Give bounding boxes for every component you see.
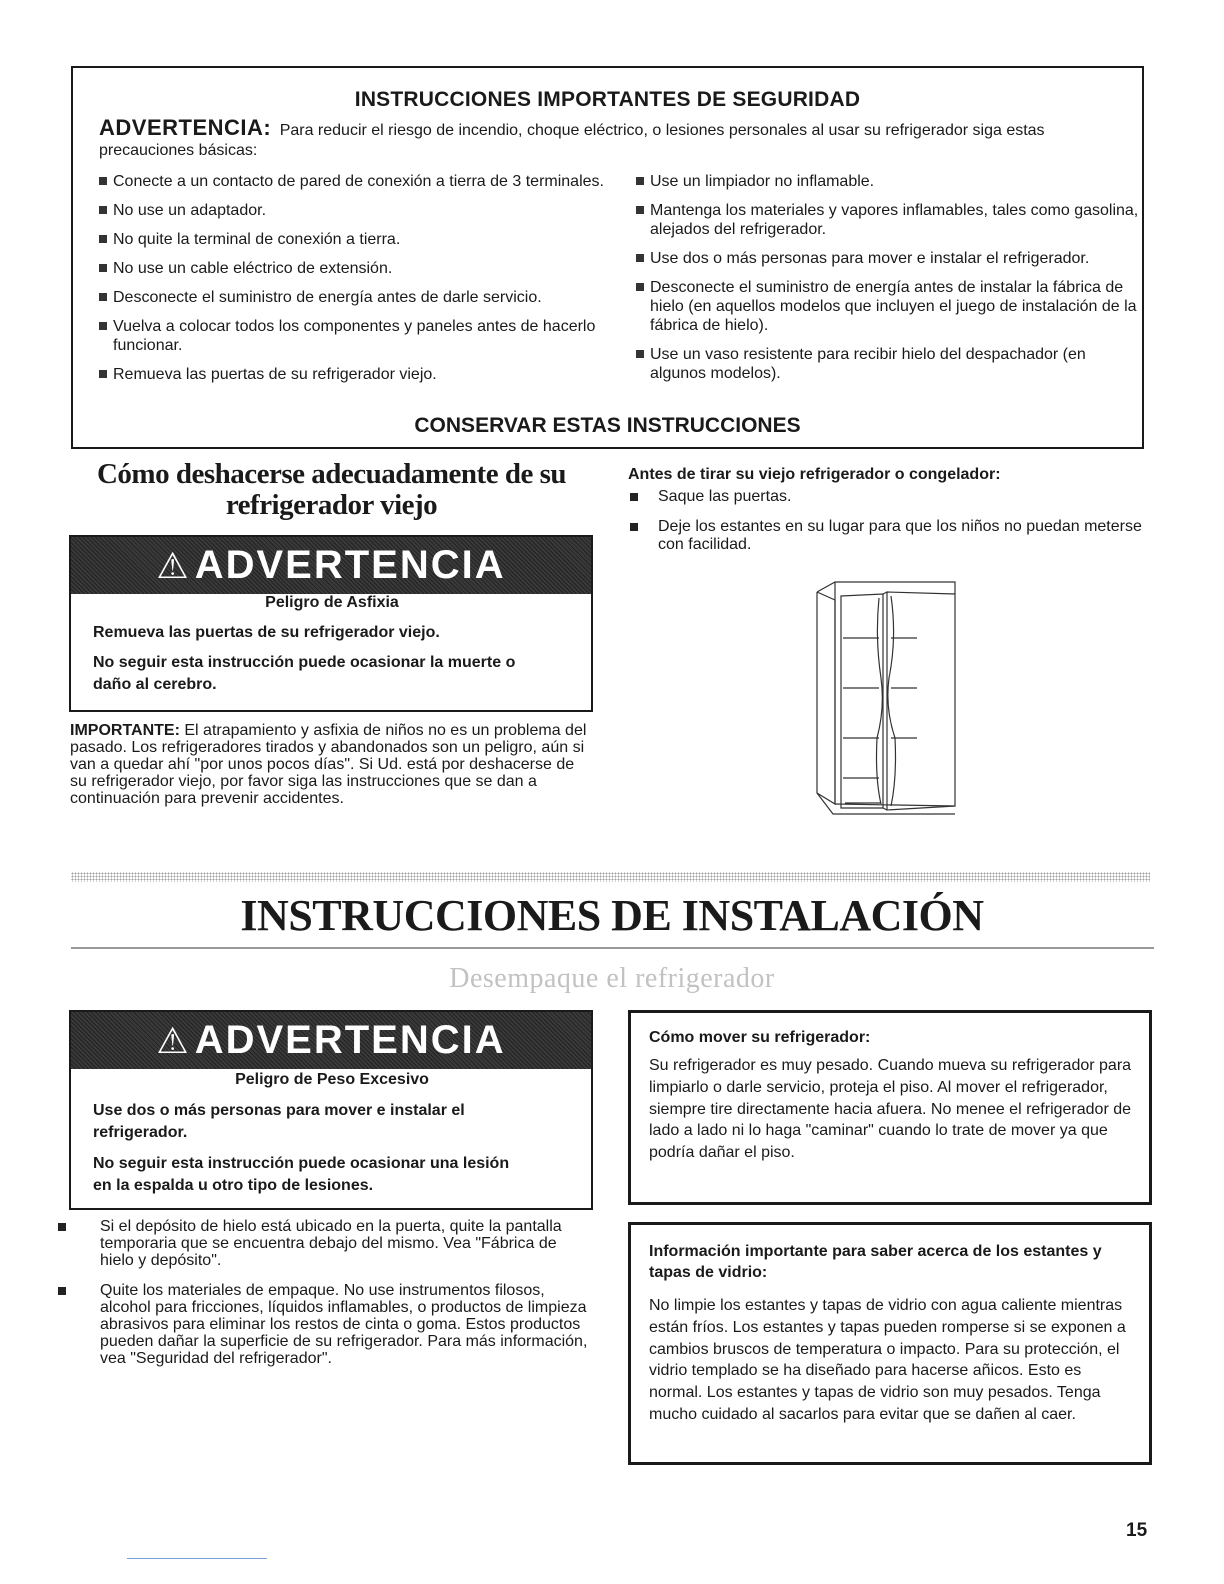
- move-box-title: Cómo mover su refrigerador:: [649, 1029, 871, 1046]
- bullet-icon: [99, 322, 107, 330]
- safety-title: INSTRUCCIONES IMPORTANTES DE SEGURIDAD: [354, 88, 861, 111]
- list-item: Mantenga los materiales y vapores inflamables, tales como gasolina, alejados del refrigerador.: [636, 201, 1141, 239]
- bullet-icon: [636, 350, 644, 358]
- section-divider: [71, 872, 1150, 882]
- glass-box-body: No limpie los estantes y tapas de vidrio con agua caliente mientras están fríos. Los estantes y tapas pueden romperse si se exponen a cambios bruscos de temperatura o impacto. Para su protección, el vidrio templado se ha diseñado para hacerse añicos. Esto es normal. Los estantes y tapas de vidrio son muy pesados. Tenga mucho cuidado al sacarlos para evitar que se dañen al caer.: [649, 1297, 1126, 1423]
- bullet-icon: [58, 1287, 66, 1295]
- warning-banner: ⚠ ADVERTENCIA: [71, 1012, 591, 1069]
- list-item: Use un vaso resistente para recibir hielo del despachador (en algunos modelos).: [636, 345, 1141, 383]
- bullet-icon: [636, 283, 644, 291]
- list-item: Use un limpiador no inflamable.: [636, 172, 1141, 191]
- weight-warning-box: [69, 1010, 593, 1210]
- move-box-body: Su refrigerador es muy pesado. Cuando mueva su refrigerador para limpiarlo o darle servicio, proteja el piso. Al mover el refrigerador, siempre tire directamente hacia afuera. No menee el refrigerador de lado a lado ni lo haga "caminar" cuando lo trate de mover ya que podría dañar el piso.: [649, 1057, 1132, 1162]
- bullet-icon: [99, 235, 107, 243]
- list-item: Desconecte el suministro de energía antes de darle servicio.: [99, 288, 629, 307]
- list-item: Use dos o más personas para mover e instalar el refrigerador.: [636, 249, 1141, 268]
- glass-box-title: Información importante para saber acerca de los estantes y tapas de vidrio:: [649, 1243, 1102, 1281]
- hazard-title: Peligro de Peso Excesivo: [235, 1071, 429, 1088]
- bullet-icon: [630, 523, 638, 531]
- list-item: Conecte a un contacto de pared de conexión a tierra de 3 terminales.: [99, 172, 629, 191]
- antes-heading: Antes de tirar su viejo refrigerador o congelador:: [628, 466, 1001, 483]
- list-item: Quite los materiales de empaque. No use instrumentos filosos, alcohol para fricciones, líquidos inflamables, o productos de limpieza abrasivos para eliminar los restos de cinta o goma. Estos productos pueden dañar la superficie de su refrigerador. Para más información, vea "Seguridad del refrigerador".: [58, 1282, 593, 1367]
- safety-warning-intro: [99, 115, 1112, 161]
- antes-list: [628, 488, 1148, 566]
- importante-label: IMPORTANTE:: [70, 722, 180, 739]
- warning-triangle-icon: ⚠: [156, 1020, 191, 1061]
- safety-footer: CONSERVAR ESTAS INSTRUCCIONES: [414, 414, 801, 437]
- bullet-icon: [99, 293, 107, 301]
- safety-instructions-box: [71, 66, 1144, 449]
- moving-refrigerator-box: [628, 1010, 1152, 1205]
- suffocation-warning-box: [69, 535, 593, 712]
- hazard-title: Peligro de Asfixia: [265, 594, 399, 611]
- installation-title: INSTRUCCIONES DE INSTALACIÓN: [240, 891, 984, 940]
- warning-line-1: Use dos o más personas para mover e instalar el refrigerador.: [93, 1102, 465, 1141]
- page-number: 15: [1126, 1520, 1148, 1541]
- refrigerator-drawing: [817, 582, 955, 814]
- bullet-icon: [99, 206, 107, 214]
- bullet-icon: [99, 177, 107, 185]
- unpack-subtitle: Desempaque el refrigerador: [449, 963, 775, 994]
- glass-shelves-box: [628, 1222, 1152, 1465]
- warning-line-2: No seguir esta instrucción puede ocasionar la muerte o daño al cerebro.: [93, 654, 516, 693]
- dispose-heading: Cómo deshacerse adecuadamente de su refrigerador viejo: [96, 458, 566, 521]
- list-item: Saque las puertas.: [628, 488, 1148, 506]
- list-item: Desconecte el suministro de energía antes de instalar la fábrica de hielo (en aquellos modelos que incluyen el juego de instalación de la fábrica de hielo).: [636, 278, 1141, 335]
- safety-list-left: [99, 172, 629, 394]
- bullet-icon: [636, 206, 644, 214]
- warning-label: ADVERTENCIA:: [99, 115, 272, 140]
- list-item: No use un cable eléctrico de extensión.: [99, 259, 629, 278]
- bullet-icon: [99, 264, 107, 272]
- list-item: Remueva las puertas de su refrigerador viejo.: [99, 365, 629, 384]
- bullet-icon: [636, 254, 644, 262]
- warning-text: Para reducir el riesgo de incendio, choque eléctrico, o lesiones personales al usar su refrigerador siga estas precauciones básicas:: [99, 122, 1045, 159]
- importante-paragraph: [70, 722, 590, 807]
- list-item: Deje los estantes en su lugar para que los niños no puedan meterse con facilidad.: [628, 518, 1148, 554]
- bullet-icon: [58, 1223, 66, 1231]
- bullet-icon: [630, 493, 638, 501]
- refrigerator-doors-removed-illustration: [805, 578, 967, 820]
- warning-line-1: Remueva las puertas de su refrigerador viejo.: [93, 624, 440, 641]
- unpack-list: [58, 1218, 593, 1380]
- list-item: No use un adaptador.: [99, 201, 629, 220]
- title-underline: [71, 947, 1154, 949]
- warning-triangle-icon: ⚠: [156, 545, 191, 586]
- footer-line: [127, 1558, 267, 1559]
- list-item: Si el depósito de hielo está ubicado en la puerta, quite la pantalla temporaria que se encuentra debajo del mismo. Vea "Fábrica de hielo y depósito".: [58, 1218, 593, 1269]
- safety-list-right: [636, 172, 1141, 393]
- bullet-icon: [99, 370, 107, 378]
- bullet-icon: [636, 177, 644, 185]
- list-item: Vuelva a colocar todos los componentes y paneles antes de hacerlo funcionar.: [99, 317, 629, 355]
- warning-line-2: No seguir esta instrucción puede ocasionar una lesión en la espalda u otro tipo de lesiones.: [93, 1155, 510, 1194]
- importante-text: El atrapamiento y asfixia de niños no es un problema del pasado. Los refrigeradores tirados y abandonados son un peligro, aún si van a quedar ahí "por unos pocos días". Si Ud. está por deshacerse de su refrigerador viejo, por favor siga las instrucciones que se dan a continuación para prevenir accidentes.: [70, 722, 587, 807]
- warning-banner: ⚠ ADVERTENCIA: [71, 537, 591, 594]
- list-item: No quite la terminal de conexión a tierra.: [99, 230, 629, 249]
